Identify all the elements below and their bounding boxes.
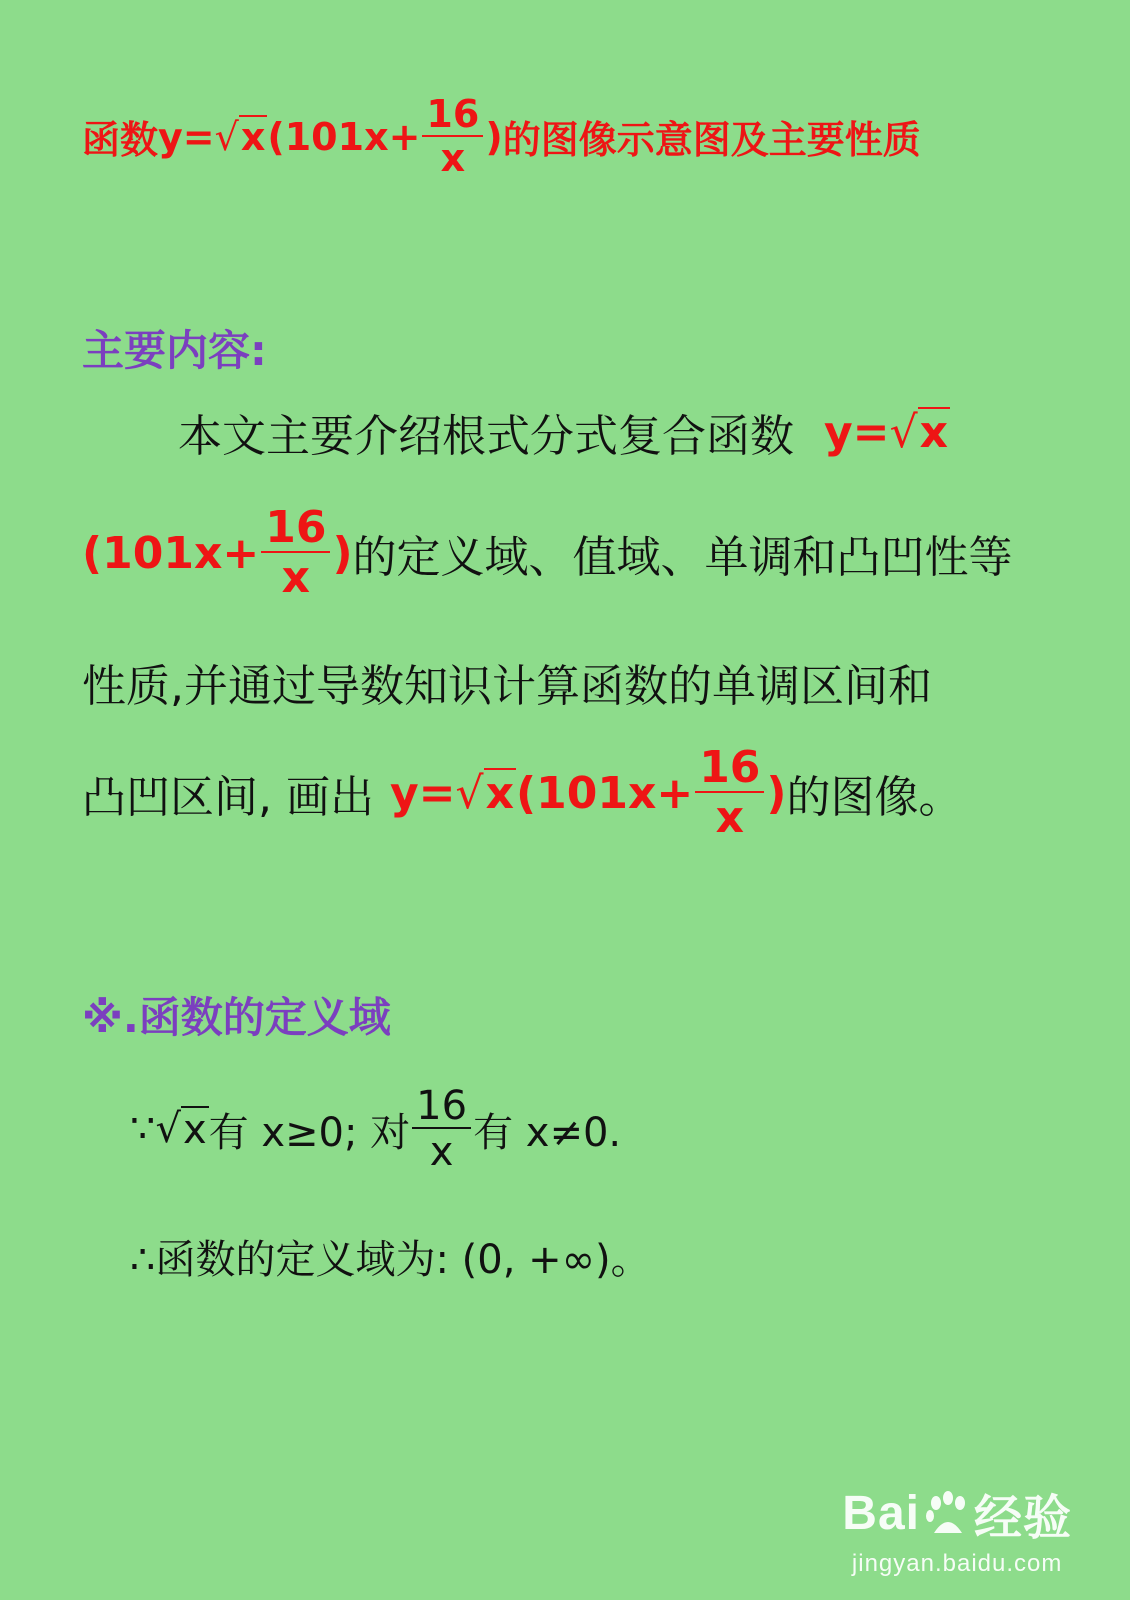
formula-open: (101x+	[267, 114, 421, 159]
watermark-url: jingyan.baidu.com	[851, 1550, 1063, 1577]
baidu-logo	[842, 1479, 1072, 1548]
line4-prefix: 凸凹区间, 画出	[82, 772, 374, 824]
formula-close: )	[332, 527, 353, 579]
line4-suffix: 的图像。	[786, 772, 963, 824]
paragraph-line-3: 性质,并通过导数知识计算函数的单调区间和	[82, 661, 932, 712]
fraction-denominator: x	[281, 552, 311, 604]
page-title	[82, 92, 921, 180]
section-heading-domain: ※.函数的定义域	[82, 993, 391, 1042]
paragraph-line-4	[82, 742, 963, 844]
paragraph-line-2	[82, 502, 1013, 604]
section-heading-main-content: 主要内容:	[82, 326, 267, 375]
sqrt-radicand: x	[240, 115, 266, 160]
title-suffix: 的图像示意图及主要性质	[502, 118, 921, 163]
title-prefix: 函数	[82, 118, 159, 163]
intro-text: 本文主要介绍根式分式复合函数	[178, 411, 794, 462]
formula-y: y=	[824, 406, 890, 458]
formula-open: (101x+	[82, 527, 260, 579]
sqrt-symbol: √ x	[455, 767, 514, 820]
fraction-numerator: 16	[422, 95, 483, 137]
sqrt-radicand: x	[182, 1107, 207, 1153]
domain-reason-line	[130, 1085, 621, 1173]
formula-y: y=	[389, 767, 456, 819]
formula-close: )	[485, 114, 503, 159]
brand-text-b: 经验	[973, 1492, 1072, 1545]
brand-text-a: Bai	[842, 1487, 920, 1540]
sqrt-radicand: x	[919, 407, 948, 459]
domain-text-a: 有 x≥0; 对	[208, 1109, 411, 1156]
baidu-watermark	[842, 1479, 1072, 1578]
formula-open: (101x+	[515, 767, 694, 819]
fraction-denominator: x	[715, 792, 744, 844]
formula-y: y=	[158, 114, 215, 159]
fraction-numerator: 16	[695, 745, 764, 793]
fraction-denominator: x	[429, 1129, 454, 1175]
fraction-numerator: 16	[412, 1085, 471, 1129]
sqrt-symbol: √ x	[155, 1106, 207, 1153]
fraction	[412, 1085, 471, 1173]
sqrt-symbol: √ x	[889, 406, 948, 459]
paragraph-line-1	[82, 400, 950, 464]
domain-conclusion-line: ∴函数的定义域为: (0, +∞)。	[130, 1237, 651, 1283]
because-symbol: ∵	[130, 1106, 156, 1152]
fraction-numerator: 16	[261, 505, 330, 553]
formula-close: )	[766, 767, 787, 819]
sqrt-radicand: x	[485, 768, 514, 820]
paw-icon	[922, 1489, 972, 1539]
fraction	[695, 742, 764, 844]
line2-text: 的定义域、值域、单调和凸凹性等	[352, 532, 1013, 584]
domain-text-b: 有 x≠0.	[473, 1109, 622, 1156]
sqrt-symbol: √ x	[214, 114, 266, 160]
fraction	[422, 92, 483, 180]
fraction	[261, 502, 330, 604]
fraction-denominator: x	[440, 135, 466, 180]
